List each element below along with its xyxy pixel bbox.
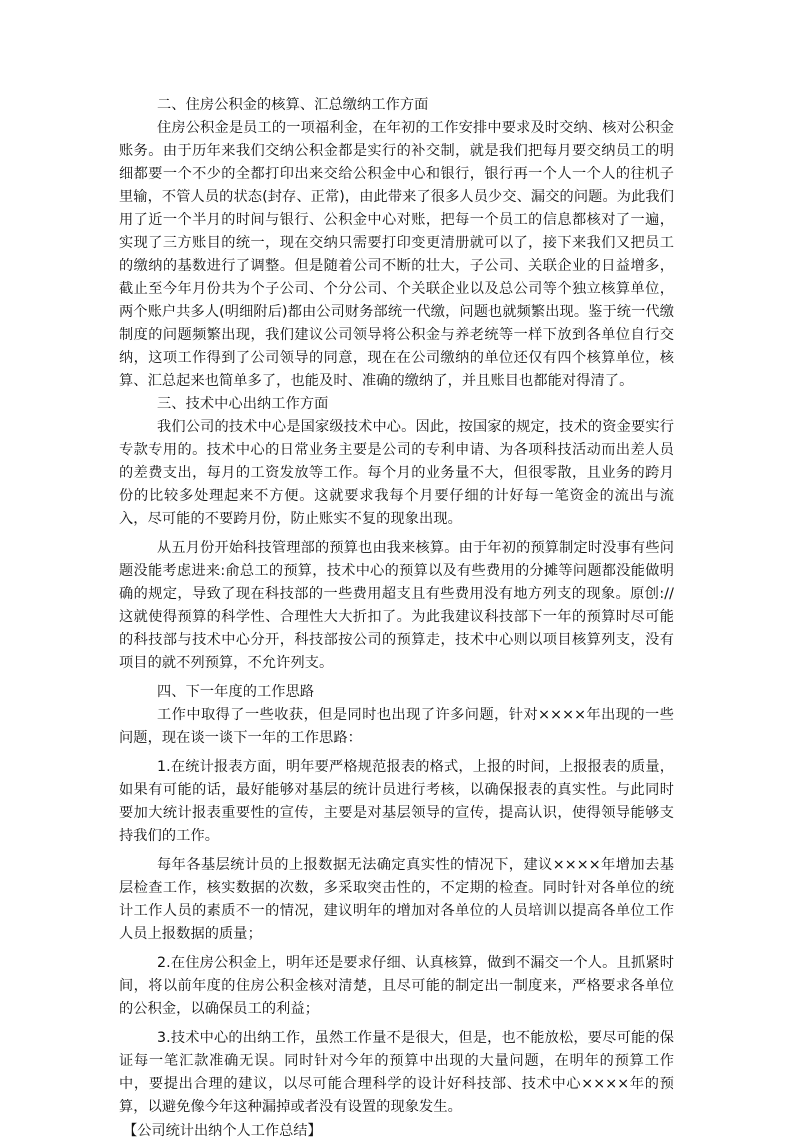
paragraph-next-year-intro: 工作中取得了一些收获，但是同时也出现了许多问题，针对××××年出现的一些问题，现在谈一谈下一年的工作思路： [119,707,674,746]
list-item-statistics-report: 1.在统计报表方面，明年要严格规范报表的格式，上报的时间，上报报表的质量，如果有可能的话，最好能够对基层的统计员进行考核，以确保报表的真实性。与此同时要加大统计报表重要性的宣传，主要是对基层领导的宣传，提高认识，使得领导能够支持我们的工作。 [119,759,674,844]
list-item-data-verification: 每年各基层统计员的上报数据无法确定真实性的情况下，建议××××年增加去基层检查工作，核实数据的次数，多采取突击性的，不定期的检查。同时针对各单位的统计工作人员的素质不一的情况，建议明年的增加对各单位的人员培训以提高各单位工作人员上报数据的质量； [119,857,674,942]
list-item-housing-fund: 2.在住房公积金上，明年还是要求仔细、认真核算，做到不漏交一个人。且抓紧时间，将以前年度的住房公积金核对清楚，且尽可能的制定出一制度来，严格要求各单位的公积金，以确保员工的利益； [119,955,674,1017]
paragraph-tech-center-2: 从五月份开始科技管理部的预算也由我来核算。由于年初的预算制定时没事有些问题没能考虑进来:俞总工的预算，技术中心的预算以及有些费用的分摊等问题都没能做明确的规定，导致了现在科技部的一些费用超支且有些费用没有地方列支的现象。原创://这就使得预算的科学性、合理性大大折扣了。为此我建议科技部下一年的预算时尽可能的科技部与技术中心分开，科技部按公司的预算走，技术中心则以项目核算列支，没有项目的就不列预算，不允许列支。 [119,540,674,671]
paragraph-housing-fund: 住房公积金是员工的一项福利金，在年初的工作安排中要求及时交纳、核对公积金账务。由于历年来我们交纳公积金都是实行的补交制，就是我们把每月要交纳员工的明细都要一个不少的全都打印出来交给公积金中心和银行，银行再一个人一个人的往机子里输，不管人员的状态(封存、正常)，由此带来了很多人员少交、漏交的问题。为此我们用了近一个半月的时间与银行、公积金中心对账，把每一个员工的信息都核对了一遍，实现了三方账目的统一，现在交纳只需要打印变更清册就可以了，接下来我们又把员工的缴纳的基数进行了调整。但是随着公司不断的壮大，子公司、关联企业的日益增多，截止至今年月份共为个子公司、个分公司、个关联企业以及总公司等个独立核算单位，两个账户共多人(明细附后)都由公司财务部统一代缴，问题也就频繁出现。鉴于统一代缴制度的问题频繁出现，我们建议公司领导将公积金与养老统等一样下放到各单位自行交纳，这项工作得到了公司领导的同意，现在在公司缴纳的单位还仅有四个核算单位，核算、汇总起来也简单多了，也能及时、准确的缴纳了，并且账目也都能对得清了。 [119,120,674,389]
section-heading-housing-fund: 二、住房公积金的核算、汇总缴纳工作方面 [157,97,429,113]
section-heading-next-year: 四、下一年度的工作思路 [157,684,315,700]
list-item-tech-center-cashier: 3.技术中心的出纳工作，虽然工作量不是很大，但是，也不能放松，要尽可能的保证每一笔汇款准确无误。同时针对今年的预算中出现的大量问题，在明年的预算工作中，要提出合理的建议，以尽可能合理科学的设计好科技部、技术中心××××年的预算，以避免像今年这种漏掉或者没有设置的现象发生。 [119,1030,674,1115]
paragraph-tech-center-1: 我们公司的技术中心是国家级技术中心。因此，按国家的规定，技术的资金要实行专款专用的。技术中心的日常业务主要是公司的专利申请、为各项科技活动而出差人员的差费支出，每月的工资发放等工作。每个月的业务量不大，但很零散，且业务的跨月份的比较多处理起来不方便。这就要求我每个月要仔细的计好每一笔资金的流出与流入，尽可能的不要跨月份，防止账实不复的现象出现。 [119,419,674,527]
section-heading-tech-center: 三、技术中心出纳工作方面 [157,396,329,412]
footer-title: 【公司统计出纳个人工作总结】 [123,1123,322,1139]
